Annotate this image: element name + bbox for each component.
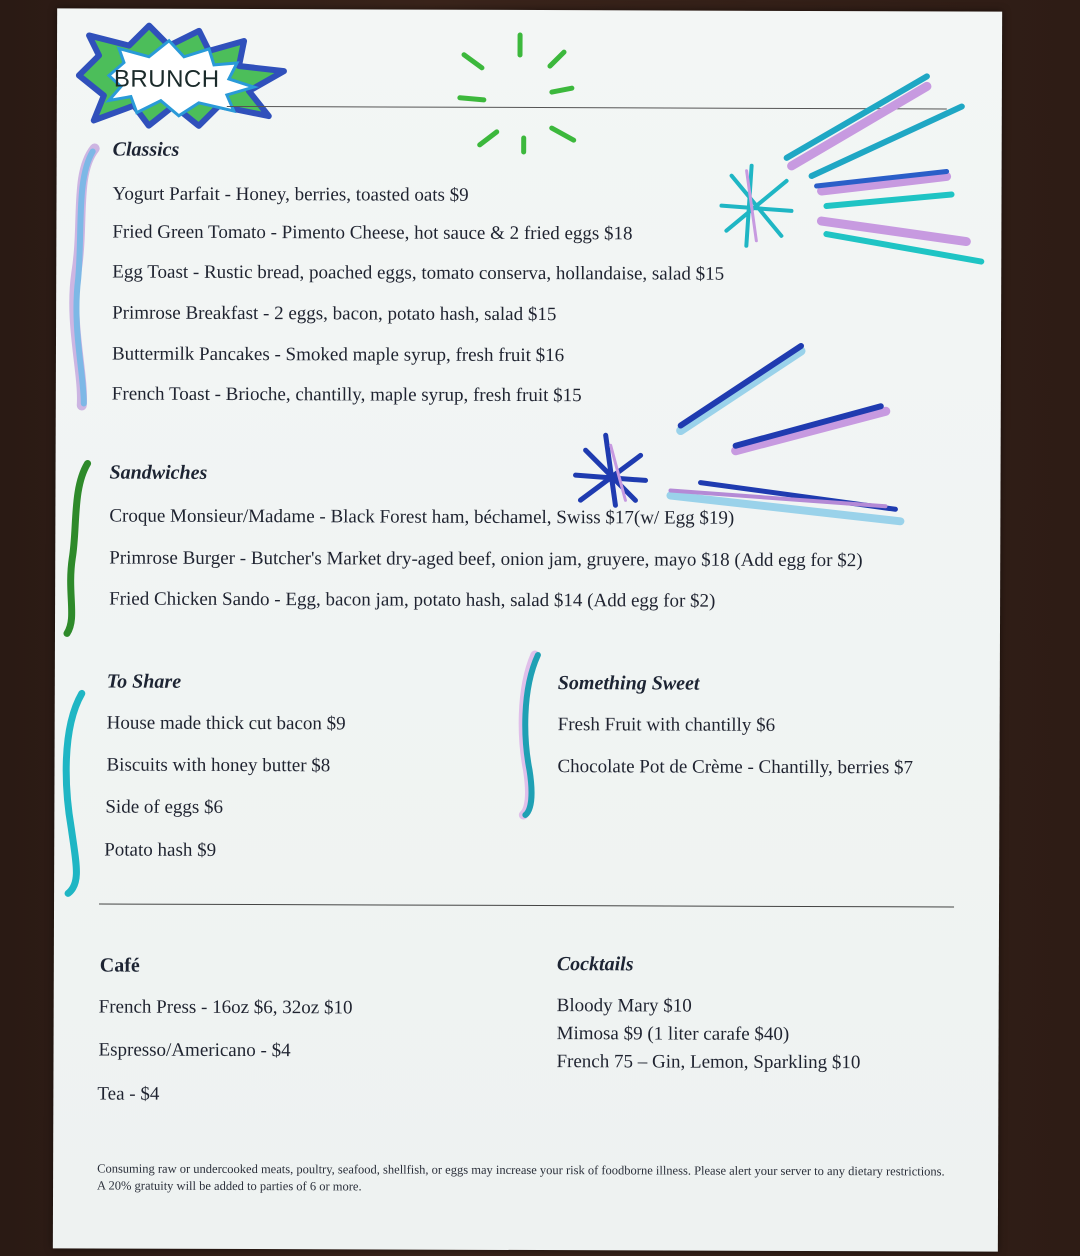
section-heading-cafe: Café: [99, 954, 140, 977]
menu-item: Side of eggs $6: [105, 796, 224, 818]
menu-item: Espresso/Americano - $4: [98, 1039, 291, 1062]
menu-item: Yogurt Parfait - Honey, berries, toasted oats $9: [112, 183, 469, 206]
section-heading-to-share: To Share: [106, 670, 182, 693]
menu-item: Tea - $4: [97, 1083, 160, 1105]
menu-item: Primrose Breakfast - 2 eggs, bacon, potato hash, salad $15: [112, 302, 557, 326]
shooting-star-teal-icon: [716, 66, 997, 267]
bracket-classics-icon: [64, 143, 105, 413]
menu-item: Buttermilk Pancakes - Smoked maple syrup, fresh fruit $16: [111, 343, 565, 367]
section-heading-cocktails: Cocktails: [556, 953, 634, 976]
section-heading-something-sweet: Something Sweet: [557, 672, 700, 695]
section-heading-classics: Classics: [112, 138, 180, 161]
bracket-sweet-icon: [509, 650, 550, 820]
menu-page: [53, 8, 1002, 1251]
menu-item: French Toast - Brioche, chantilly, maple syrup, fresh fruit $15: [111, 383, 582, 407]
menu-item: Potato hash $9: [104, 839, 217, 861]
shooting-star-blue-icon: [555, 330, 906, 531]
sparkle-burst-icon: [452, 30, 592, 160]
menu-item: House made thick cut bacon $9: [106, 712, 346, 735]
bracket-sandwiches-icon: [57, 458, 98, 638]
bracket-to-share-icon: [56, 688, 97, 898]
menu-item: Biscuits with honey butter $8: [106, 754, 331, 777]
menu-item: French 75 – Gin, Lemon, Sparkling $10: [556, 1051, 861, 1074]
section-heading-sandwiches: Sandwiches: [109, 461, 208, 484]
menu-item: Primrose Burger - Butcher's Market dry-aged beef, onion jam, gruyere, mayo $18 (Add egg for $2): [109, 547, 863, 572]
menu-item: Croque Monsieur/Madame - Black Forest ham, béchamel, Swiss $17(w/ Egg $19): [109, 505, 735, 529]
menu-item: Bloody Mary $10: [556, 995, 692, 1017]
menu-item: French Press - 16oz $6, 32oz $10: [98, 996, 353, 1019]
menu-item: Fried Green Tomato - Pimento Cheese, hot sauce & 2 fried eggs $18: [112, 221, 633, 245]
disclaimer-text: Consuming raw or undercooked meats, poultry, seafood, shellfish, or eggs may increase your risk of foodborne illness. Please alert your server to any dietary restrictions. A 20% gratuity will be added to parties of 6 or more.: [97, 1161, 945, 1194]
menu-item: Fried Chicken Sando - Egg, bacon jam, potato hash, salad $14 (Add egg for $2): [109, 588, 716, 612]
menu-item: Chocolate Pot de Crème - Chantilly, berries $7: [557, 756, 914, 779]
menu-item: Mimosa $9 (1 liter carafe $40): [556, 1023, 790, 1045]
divider: [99, 904, 954, 908]
menu-item: Fresh Fruit with chantilly $6: [557, 714, 776, 736]
menu-item: Egg Toast - Rustic bread, poached eggs, tomato conserva, hollandaise, salad $15: [112, 261, 725, 285]
menu-title: BRUNCH: [113, 65, 220, 93]
